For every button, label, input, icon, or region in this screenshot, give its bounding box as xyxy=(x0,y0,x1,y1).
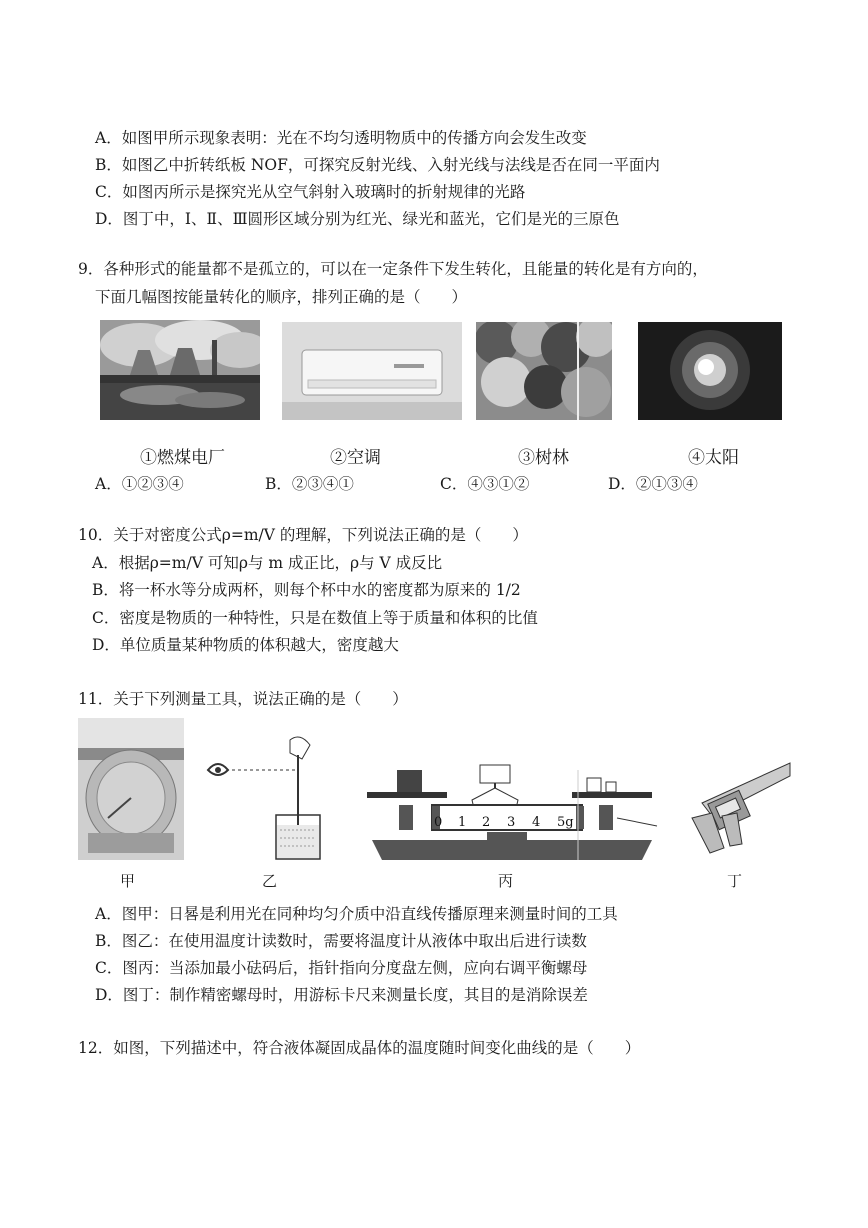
q8-option-b: B．如图乙中折转纸板 NOF，可探究反射光线、入射光线与法线是否在同一平面内 xyxy=(95,156,660,174)
q12-stem: 12．如图，下列描述中，符合液体凝固成晶体的温度随时间变化曲线的是（ ） xyxy=(78,1039,641,1057)
q9-stem-line1: 9．各种形式的能量都不是孤立的，可以在一定条件下发生转化，且能量的转化是有方向的， xyxy=(78,260,708,278)
scale-mark-0: 0 xyxy=(434,815,443,830)
balance-figure xyxy=(362,760,662,870)
q11-option-a: A．图甲：日晷是利用光在同种均匀介质中沿直线传播原理来测量时间的工具 xyxy=(95,905,618,923)
q10-option-d: D．单位质量某种物质的体积越大，密度越大 xyxy=(92,636,399,654)
q10-option-c: C．密度是物质的一种特性，只是在数值上等于质量和体积的比值 xyxy=(92,609,538,627)
scale-mark-2: 2 xyxy=(482,815,491,830)
q11-option-b: B．图乙：在使用温度计读数时，需要将温度计从液体中取出后进行读数 xyxy=(95,932,587,950)
sun-image xyxy=(638,322,782,420)
q9-choice-c: C．④③①② xyxy=(440,475,530,493)
q8-option-c: C．如图丙所示是探究光从空气斜射入玻璃时的折射规律的光路 xyxy=(95,183,526,201)
caliper-figure xyxy=(682,748,792,858)
q11-option-c: C．图丙：当添加最小砝码后，指针指向分度盘左侧，应向右调平衡螺母 xyxy=(95,959,588,977)
q9-choice-a: A．①②③④ xyxy=(95,475,184,493)
q11-option-d: D．图丁：制作精密螺母时，用游标卡尺来测量长度，其目的是消除误差 xyxy=(95,986,588,1004)
scale-mark-1: 1 xyxy=(458,815,467,830)
scale-mark-3: 3 xyxy=(507,815,516,830)
thermometer-figure xyxy=(200,730,330,860)
q9-stem-line2: 下面几幅图按能量转化的顺序，排列正确的是（ ） xyxy=(95,288,468,306)
q9-choice-b: B．②③④① xyxy=(265,475,354,493)
q10-option-a: A．根据ρ=m/V 可知ρ与 m 成正比，ρ与 V 成反比 xyxy=(92,554,443,572)
q8-option-a: A．如图甲所示现象表明：光在不均匀透明物质中的传播方向会发生改变 xyxy=(95,129,587,147)
figure-label-bing: 丙 xyxy=(498,872,514,890)
sundial-image xyxy=(78,718,184,860)
q10-option-b: B．将一杯水等分成两杯，则每个杯中水的密度都为原来的 1/2 xyxy=(92,581,521,599)
scale-mark-4: 4 xyxy=(532,815,541,830)
caption-air-conditioner: ②空调 xyxy=(330,448,381,468)
q9-choice-d: D．②①③④ xyxy=(608,475,698,493)
caption-sun: ④太阳 xyxy=(688,448,739,468)
caption-power-plant: ①燃煤电厂 xyxy=(140,448,225,468)
figure-label-yi: 乙 xyxy=(262,872,278,890)
balance-svg xyxy=(362,760,662,870)
q11-stem: 11．关于下列测量工具，说法正确的是（ ） xyxy=(78,690,408,708)
figure-label-jia: 甲 xyxy=(120,872,136,890)
forest-image xyxy=(476,322,612,420)
power-plant-image xyxy=(100,320,260,420)
caption-forest: ③树林 xyxy=(518,448,569,468)
air-conditioner-image xyxy=(282,322,462,420)
q8-option-d: D．图丁中，Ⅰ、Ⅱ、Ⅲ圆形区域分别为红光、绿光和蓝光，它们是光的三原色 xyxy=(95,210,620,228)
scale-mark-5g: 5g xyxy=(557,815,574,830)
q10-stem: 10．关于对密度公式ρ=m/V 的理解，下列说法正确的是（ ） xyxy=(78,526,528,544)
figure-label-ding: 丁 xyxy=(727,872,743,890)
